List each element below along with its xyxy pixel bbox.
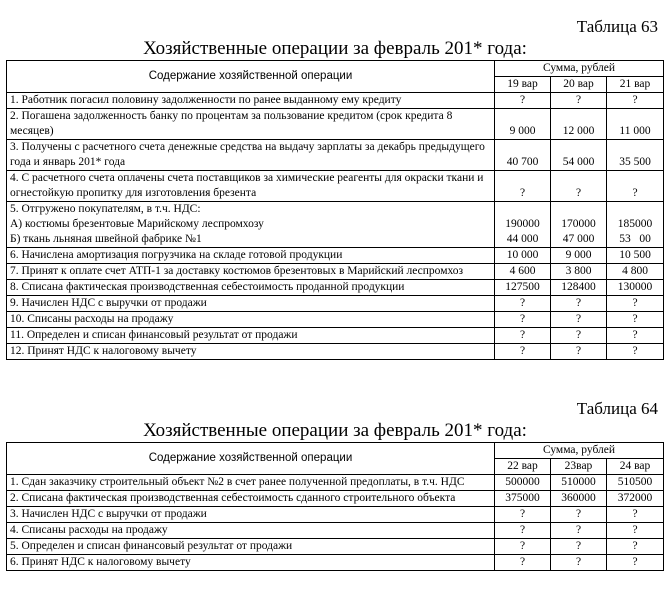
amount-cell: ? — [551, 507, 607, 523]
table-row — [7, 539, 664, 555]
amount-cell: 510000 — [551, 475, 607, 491]
amount-cell: 360000 — [551, 491, 607, 507]
table-row — [7, 296, 664, 312]
amount-cell: 9 000 — [495, 109, 551, 140]
table-63-title: Хозяйственные операции за февраль 201* года: — [143, 38, 527, 59]
amount-cell: ? — [551, 312, 607, 328]
amount-cell: 170000 47 000 — [551, 202, 607, 248]
amount-cell: ? — [495, 171, 551, 202]
table-row — [7, 507, 664, 523]
amount-cell: 372000 — [607, 491, 664, 507]
amount-cell: 4 600 — [495, 264, 551, 280]
amount-cell: ? — [551, 539, 607, 555]
amount-cell: 4 800 — [607, 264, 664, 280]
operation-text: 2. Погашена задолженность банку по процентам за пользование кредитом (срок кредита 8 месяцев) — [7, 109, 495, 140]
amount-cell: ? — [495, 328, 551, 344]
table-row — [7, 280, 664, 296]
table-63-label: Таблица 63 — [576, 17, 658, 36]
amount-cell: 35 500 — [607, 140, 664, 171]
table-row — [7, 523, 664, 539]
operation-text: 6. Принят НДС к налоговому вычету — [7, 555, 495, 571]
amount-cell: ? — [607, 93, 664, 109]
amount-cell: ? — [551, 523, 607, 539]
variant-header: 20 вар — [551, 77, 607, 93]
amount-cell: ? — [551, 328, 607, 344]
column-header-content: Содержание хозяйственной операции — [7, 443, 495, 475]
amount-cell: ? — [551, 296, 607, 312]
variant-header: 23вар — [551, 459, 607, 475]
amount-cell: ? — [495, 555, 551, 571]
table-64-title: Хозяйственные операции за февраль 201* года: — [143, 420, 527, 441]
amount-cell: 127500 — [495, 280, 551, 296]
amount-cell: 130000 — [607, 280, 664, 296]
operation-text: 8. Списана фактическая производственная себестоимость проданной продукции — [7, 280, 495, 296]
table-row — [7, 344, 664, 360]
operation-text: 3. Получены с расчетного счета денежные средства на выдачу зарплаты за декабрь предыдущего года и январь 201* года — [7, 140, 495, 171]
amount-cell: 11 000 — [607, 109, 664, 140]
table-row — [7, 140, 664, 171]
amount-cell: ? — [551, 171, 607, 202]
amount-cell: ? — [607, 523, 664, 539]
column-header-content: Содержание хозяйственной операции — [7, 61, 495, 93]
amount-cell: ? — [495, 539, 551, 555]
operation-text: 5. Определен и списан финансовый результат от продажи — [7, 539, 495, 555]
operation-text: 12. Принят НДС к налоговому вычету — [7, 344, 495, 360]
amount-cell: 3 800 — [551, 264, 607, 280]
operation-text: 2. Списана фактическая производственная себестоимость сданного строительного объекта — [7, 491, 495, 507]
amount-cell: ? — [495, 296, 551, 312]
amount-cell: ? — [495, 523, 551, 539]
table-row — [7, 171, 664, 202]
table-row — [7, 312, 664, 328]
variant-header: 22 вар — [495, 459, 551, 475]
amount-cell: 190000 44 000 — [495, 202, 551, 248]
table-64-label: Таблица 64 — [576, 399, 658, 418]
table-row — [7, 475, 664, 491]
amount-cell: ? — [607, 507, 664, 523]
table-row — [7, 491, 664, 507]
table-row — [7, 555, 664, 571]
table-row — [7, 109, 664, 140]
amount-cell: ? — [551, 93, 607, 109]
table-row — [7, 328, 664, 344]
amount-cell: ? — [495, 93, 551, 109]
table-row — [7, 202, 664, 248]
table-row — [7, 93, 664, 109]
operation-text: 9. Начислен НДС с выручки от продажи — [7, 296, 495, 312]
amount-cell: 500000 — [495, 475, 551, 491]
amount-cell: ? — [607, 539, 664, 555]
amount-cell: 54 000 — [551, 140, 607, 171]
amount-cell: 510500 — [607, 475, 664, 491]
operation-text: 11. Определен и списан финансовый результат от продажи — [7, 328, 495, 344]
operation-text: 6. Начислена амортизация погрузчика на складе готовой продукции — [7, 248, 495, 264]
variant-header: 21 вар — [607, 77, 664, 93]
amount-cell: ? — [495, 344, 551, 360]
amount-cell: ? — [607, 328, 664, 344]
amount-cell: 12 000 — [551, 109, 607, 140]
table-64 — [6, 442, 664, 571]
amount-cell: ? — [607, 312, 664, 328]
amount-cell: ? — [551, 555, 607, 571]
amount-cell: 375000 — [495, 491, 551, 507]
operation-text: 10. Списаны расходы на продажу — [7, 312, 495, 328]
amount-cell: 10 500 — [607, 248, 664, 264]
table-63-body — [7, 93, 664, 360]
amount-cell: ? — [495, 312, 551, 328]
amount-cell: 9 000 — [551, 248, 607, 264]
amount-cell: 185000 53 00 — [607, 202, 664, 248]
table-64-body — [7, 475, 664, 571]
column-header-sum: Сумма, рублей — [495, 61, 664, 77]
column-header-sum: Сумма, рублей — [495, 443, 664, 459]
amount-cell: ? — [607, 296, 664, 312]
amount-cell: ? — [551, 344, 607, 360]
table-row — [7, 248, 664, 264]
table-63 — [6, 60, 664, 360]
operation-text: 1. Работник погасил половину задолженности по ранее выданному ему кредиту — [7, 93, 495, 109]
amount-cell: ? — [607, 344, 664, 360]
amount-cell: 40 700 — [495, 140, 551, 171]
amount-cell: ? — [495, 507, 551, 523]
operation-text: 7. Принят к оплате счет АТП-1 за доставку костюмов брезентовых в Марийский леспромхоз — [7, 264, 495, 280]
variant-header: 19 вар — [495, 77, 551, 93]
operation-text: 5. Отгружено покупателям, в т.ч. НДС: А) костюмы брезентовые Марийскому леспромхозу Б) ткань льняная швейной фабрике №1 — [7, 202, 495, 248]
operation-text: 4. Списаны расходы на продажу — [7, 523, 495, 539]
operation-text: 4. С расчетного счета оплачены счета поставщиков за химические реагенты для окраски ткани и огнестойкую пропитку для изготовления брезента — [7, 171, 495, 202]
amount-cell: ? — [607, 555, 664, 571]
amount-cell: ? — [607, 171, 664, 202]
amount-cell: 128400 — [551, 280, 607, 296]
table-row — [7, 264, 664, 280]
operation-text: 1. Сдан заказчику строительный объект №2 в счет ранее полученной предоплаты, в т.ч. НДС — [7, 475, 495, 491]
variant-header: 24 вар — [607, 459, 664, 475]
amount-cell: 10 000 — [495, 248, 551, 264]
operation-text: 3. Начислен НДС с выручки от продажи — [7, 507, 495, 523]
